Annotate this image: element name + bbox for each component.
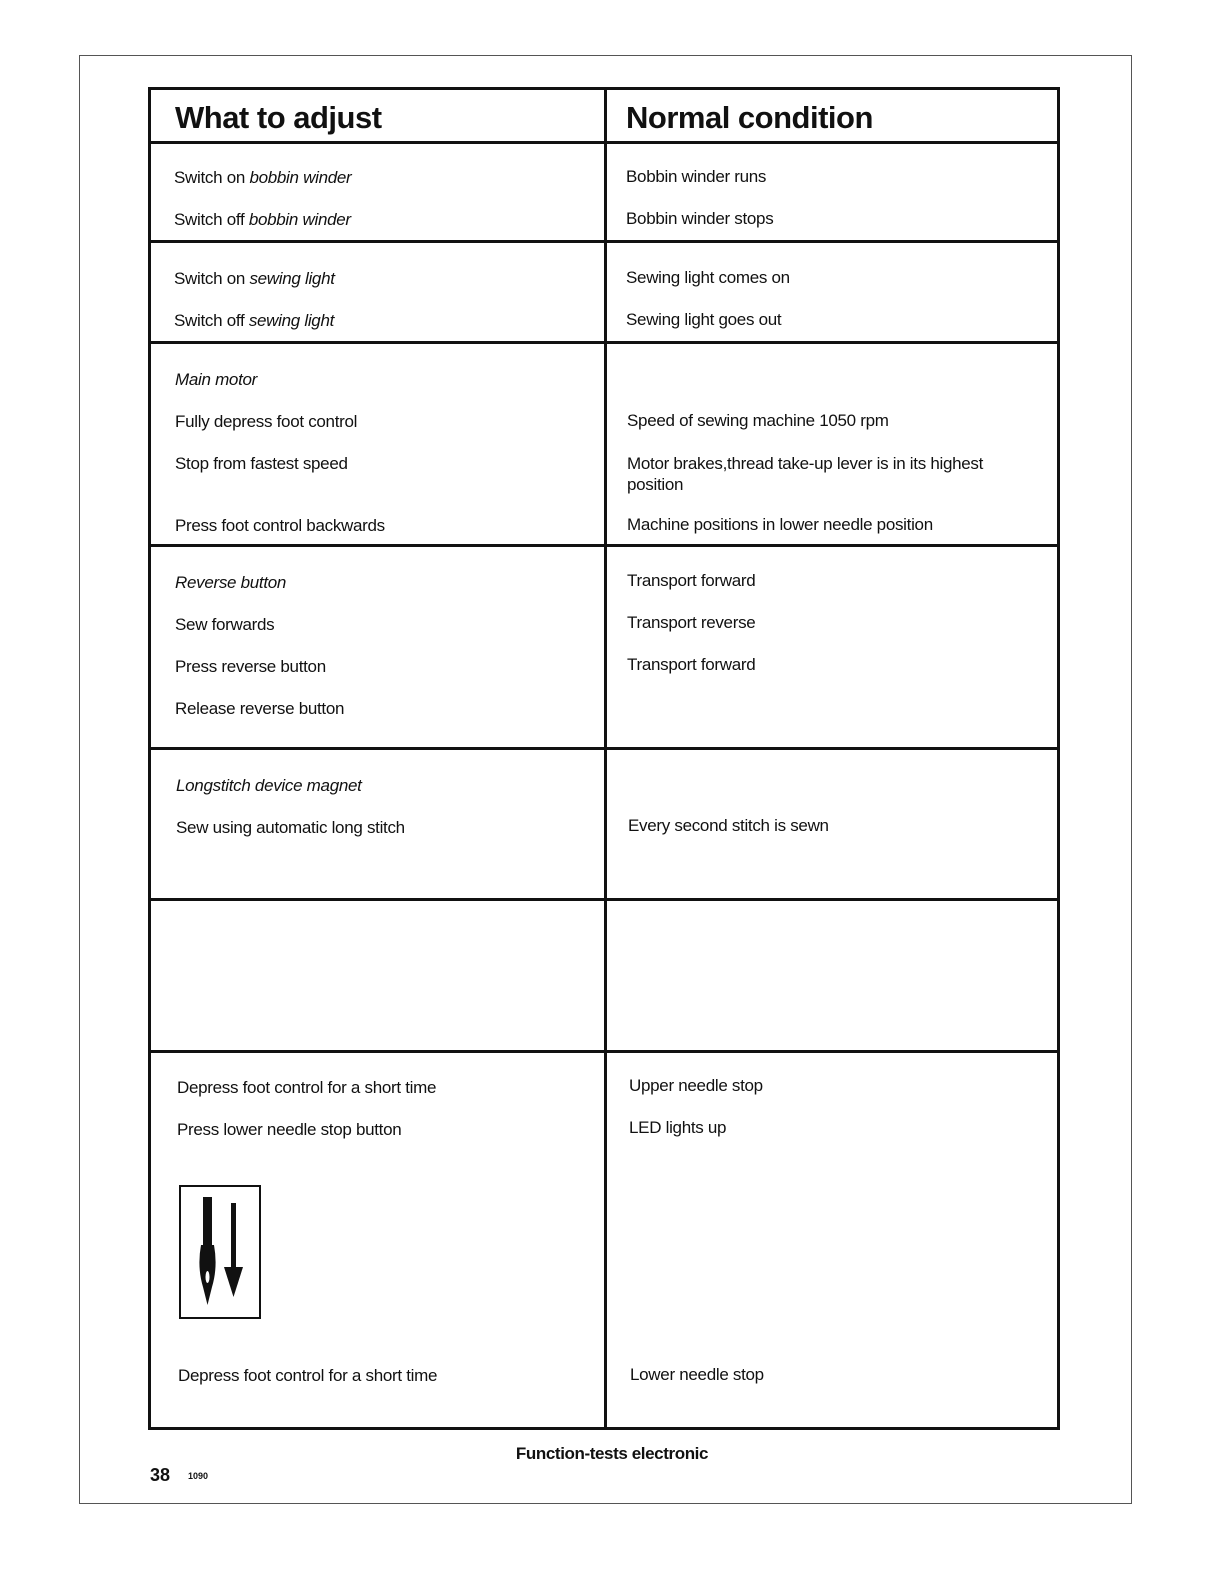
row-longstitch-magnet: Longstitch device magnet xyxy=(176,776,362,795)
header-normal-condition: Normal condition xyxy=(626,100,873,135)
row-release-reverse: Release reverse button xyxy=(175,699,345,718)
row-divider xyxy=(151,544,1057,547)
row-bobbin-off: Switch off bobbin winder xyxy=(174,210,351,229)
function-test-table xyxy=(148,87,1060,1430)
row-light-off: Switch off sewing light xyxy=(174,311,335,330)
row-bobbin-on: Switch on bobbin winder xyxy=(174,168,352,187)
needle-arrow-icon xyxy=(181,1187,259,1317)
lower-needle-stop-icon xyxy=(179,1185,261,1319)
cond-lower-needle-position: Machine positions in lower needle position xyxy=(627,515,933,534)
row-depress-short: Depress foot control for a short time xyxy=(177,1078,437,1097)
cond-light-on: Sewing light comes on xyxy=(626,268,790,287)
cond-every-second-stitch: Every second stitch is sewn xyxy=(628,816,829,835)
page-number: 38 xyxy=(150,1465,171,1485)
row-divider xyxy=(151,898,1057,901)
row-depress-short-2: Depress foot control for a short time xyxy=(178,1366,438,1385)
cond-lower-needle-stop: Lower needle stop xyxy=(630,1365,764,1384)
cond-upper-needle-stop: Upper needle stop xyxy=(629,1076,763,1095)
cond-bobbin-runs: Bobbin winder runs xyxy=(626,167,767,186)
header-what-to-adjust: What to adjust xyxy=(175,100,382,135)
row-divider xyxy=(151,747,1057,750)
cond-light-out: Sewing light goes out xyxy=(626,310,782,329)
row-divider xyxy=(151,1050,1057,1053)
cond-led-lights-up: LED lights up xyxy=(629,1118,727,1137)
row-press-reverse: Press reverse button xyxy=(175,657,326,676)
model-number: 1090 xyxy=(188,1471,209,1481)
cond-transport-reverse: Transport reverse xyxy=(627,613,756,632)
row-reverse-button: Reverse button xyxy=(175,573,287,592)
row-stop-fastest: Stop from fastest speed xyxy=(175,454,348,473)
row-main-motor: Main motor xyxy=(175,370,258,389)
column-divider xyxy=(604,90,607,1427)
row-light-on: Switch on sewing light xyxy=(174,269,335,288)
row-press-backwards: Press foot control backwards xyxy=(175,516,385,535)
row-sew-forwards: Sew forwards xyxy=(175,615,275,634)
row-divider xyxy=(151,240,1057,243)
cond-motor-brakes: Motor brakes,thread take-up lever is in its highest position xyxy=(627,454,984,494)
cond-transport-forward: Transport forward xyxy=(627,571,756,590)
cond-bobbin-stops: Bobbin winder stops xyxy=(626,209,774,228)
row-divider xyxy=(151,341,1057,344)
row-fully-depress: Fully depress foot control xyxy=(175,412,358,431)
cond-speed: Speed of sewing machine 1050 rpm xyxy=(627,411,889,430)
row-press-lower-needle: Press lower needle stop button xyxy=(177,1120,402,1139)
footer-title: Function-tests electronic xyxy=(515,1444,709,1463)
cond-transport-forward-2: Transport forward xyxy=(627,655,756,674)
header-divider xyxy=(151,141,1057,144)
row-sew-long-stitch: Sew using automatic long stitch xyxy=(176,818,405,837)
